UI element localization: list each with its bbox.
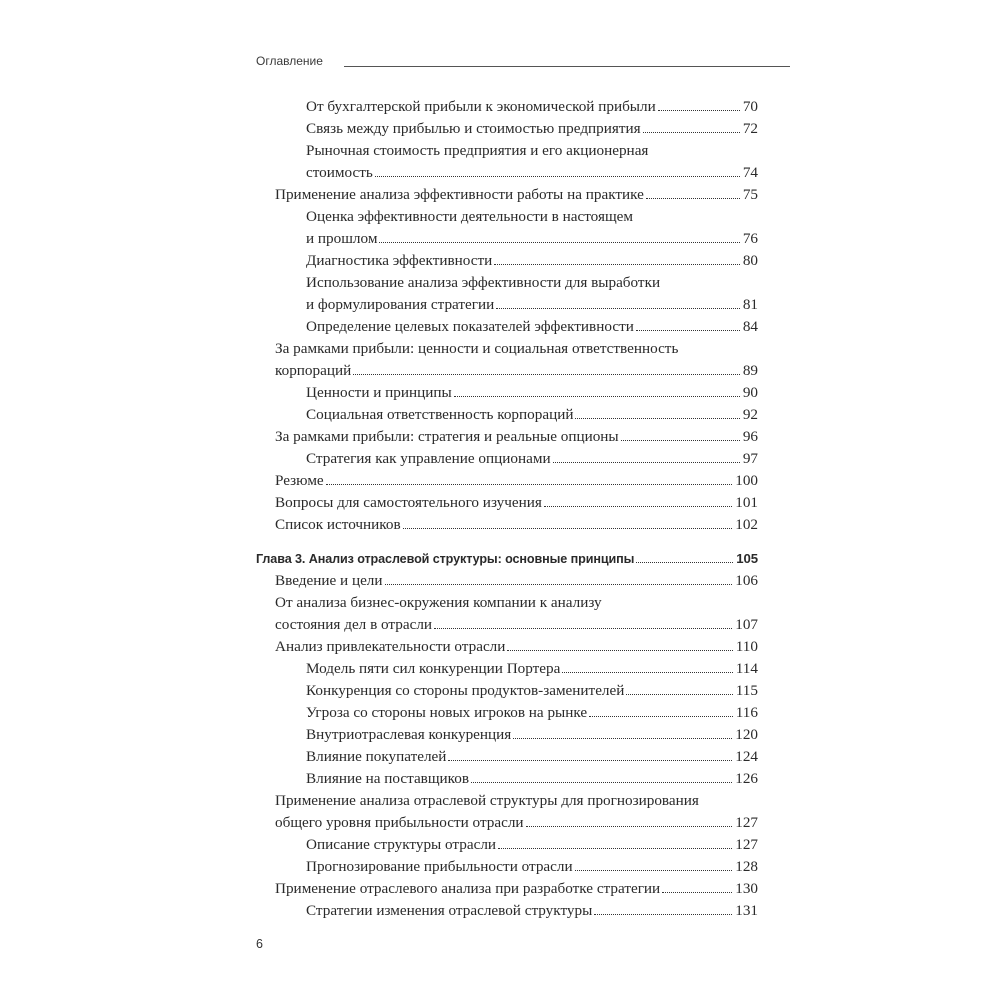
toc-entry[interactable] (256, 382, 758, 404)
toc-entry-title-line: Применение анализа отраслевой структуры для прогнозирования (275, 792, 699, 809)
toc-entry[interactable] (256, 900, 758, 922)
dot-leader (496, 308, 740, 309)
toc-entry-title: За рамками прибыли: стратегия и реальные опционы (275, 428, 619, 445)
toc-entry[interactable] (256, 746, 758, 768)
dot-leader (434, 628, 732, 629)
toc-entry-page: 102 (735, 516, 758, 533)
toc-entry-title: общего уровня прибыльности отрасли (275, 814, 524, 831)
toc-entry[interactable] (256, 658, 758, 680)
dot-leader (594, 914, 732, 915)
dot-leader (494, 264, 740, 265)
toc-entry-title: От бухгалтерской прибыли к экономической прибыли (306, 98, 656, 115)
dot-leader (589, 716, 733, 717)
toc-entry-page: 116 (735, 704, 758, 721)
toc-entry[interactable] (256, 768, 758, 790)
toc-entry[interactable] (256, 856, 758, 878)
toc-entry-title: Внутриотраслевая конкуренция (306, 726, 512, 743)
toc-entry-title: Стратегия как управление опционами (306, 450, 551, 467)
dot-leader (658, 110, 740, 111)
toc-entry-page: 92 (742, 406, 758, 423)
toc-entry-title: Анализ привлекательности отрасли (275, 638, 506, 655)
toc-entry[interactable] (256, 514, 758, 536)
toc-entry-title: Угроза со стороны новых игроков на рынке (306, 704, 588, 721)
toc-entry-title: Резюме (275, 472, 324, 489)
toc-entry[interactable] (256, 570, 758, 592)
toc-entry-title: Применение анализа эффективности работы на практике (275, 186, 644, 203)
toc-entry-title: состояния дел в отрасли (275, 616, 433, 633)
toc-entry-page: 96 (742, 428, 758, 445)
toc-entry-page: 100 (735, 472, 758, 489)
dot-leader (636, 330, 740, 331)
toc-entry-page: 131 (735, 902, 758, 919)
toc-entry-page: 105 (736, 551, 758, 566)
toc-entry-title-line: Использование анализа эффективности для выработки (306, 274, 661, 291)
toc-entry-title-line: От анализа бизнес-окружения компании к анализу (275, 594, 602, 611)
dot-leader (403, 528, 733, 529)
toc-entry-title: Модель пяти сил конкуренции Портера (306, 660, 561, 677)
dot-leader (562, 672, 732, 673)
toc-entry-page: 75 (742, 186, 758, 203)
toc-entry-page: 127 (735, 836, 758, 853)
toc-chapter-entry[interactable] (256, 548, 758, 570)
dot-leader (662, 892, 732, 893)
toc-entry[interactable] (256, 140, 758, 184)
toc-entry[interactable] (256, 878, 758, 900)
toc-entry-page: 126 (735, 770, 758, 787)
toc-entry-title: и формулирования стратегии (306, 296, 495, 313)
toc-entry-title: Ценности и принципы (306, 384, 452, 401)
dot-leader (526, 826, 733, 827)
toc-entry-title: Диагностика эффективности (306, 252, 493, 269)
toc-entry-page: 81 (742, 296, 758, 313)
dot-leader (379, 242, 739, 243)
toc-entry-page: 110 (735, 638, 758, 655)
table-of-contents (256, 96, 758, 922)
toc-entry-title: Социальная ответственность корпораций (306, 406, 574, 423)
dot-leader (498, 848, 732, 849)
toc-entry-title: Влияние покупателей (306, 748, 447, 765)
dot-leader (621, 440, 740, 441)
toc-entry-page: 127 (735, 814, 758, 831)
toc-entry-page: 120 (735, 726, 758, 743)
toc-entry-page: 80 (742, 252, 758, 269)
toc-entry-title: Связь между прибылью и стоимостью предприятия (306, 120, 641, 137)
dot-leader (636, 562, 733, 563)
dot-leader (454, 396, 740, 397)
toc-entry-title: стоимость (306, 164, 373, 181)
toc-entry-title: Список источников (275, 516, 401, 533)
toc-entry[interactable] (256, 492, 758, 514)
toc-entry[interactable] (256, 316, 758, 338)
toc-entry-page: 74 (742, 164, 758, 181)
toc-entry-page: 70 (742, 98, 758, 115)
toc-entry-page: 101 (735, 494, 758, 511)
dot-leader (646, 198, 740, 199)
dot-leader (513, 738, 732, 739)
dot-leader (626, 694, 732, 695)
dot-leader (375, 176, 740, 177)
running-header-title: Оглавление (256, 54, 323, 68)
toc-entry[interactable] (256, 680, 758, 702)
toc-entry[interactable] (256, 790, 758, 834)
toc-entry-title-line: За рамками прибыли: ценности и социальная ответственность (275, 340, 679, 357)
dot-leader (507, 650, 732, 651)
dot-leader (471, 782, 732, 783)
toc-entry[interactable] (256, 834, 758, 856)
toc-entry-title: Прогнозирование прибыльности отрасли (306, 858, 573, 875)
toc-entry[interactable] (256, 96, 758, 118)
toc-entry-page: 90 (742, 384, 758, 401)
dot-leader (544, 506, 732, 507)
toc-entry-page: 89 (742, 362, 758, 379)
dot-leader (553, 462, 740, 463)
dot-leader (353, 374, 740, 375)
toc-entry[interactable] (256, 338, 758, 382)
toc-entry-title: Конкуренция со стороны продуктов-заменителей (306, 682, 625, 699)
toc-entry[interactable] (256, 184, 758, 206)
toc-entry-title: Применение отраслевого анализа при разработке стратегии (275, 880, 661, 897)
toc-entry[interactable] (256, 206, 758, 250)
toc-entry[interactable] (256, 702, 758, 724)
toc-entry[interactable] (256, 426, 758, 448)
toc-entry-page: 128 (735, 858, 758, 875)
toc-entry-page: 114 (735, 660, 758, 677)
toc-entry[interactable] (256, 118, 758, 140)
dot-leader (575, 870, 733, 871)
page-number: 6 (256, 937, 263, 951)
toc-entry[interactable] (256, 272, 758, 316)
dot-leader (326, 484, 733, 485)
toc-entry[interactable] (256, 724, 758, 746)
toc-entry-title: Влияние на поставщиков (306, 770, 470, 787)
toc-entry-page: 72 (742, 120, 758, 137)
toc-entry[interactable] (256, 636, 758, 658)
toc-entry[interactable] (256, 592, 758, 636)
running-header (256, 52, 790, 72)
toc-entry[interactable] (256, 250, 758, 272)
toc-entry[interactable] (256, 404, 758, 426)
dot-leader (575, 418, 739, 419)
toc-entry-title: Глава 3. Анализ отраслевой структуры: основные принципы (256, 552, 635, 566)
toc-entry-title: Определение целевых показателей эффективности (306, 318, 634, 335)
toc-entry-page: 106 (735, 572, 758, 589)
toc-entry-page: 124 (735, 748, 758, 765)
dot-leader (448, 760, 732, 761)
toc-entry-page: 115 (735, 682, 758, 699)
toc-entry-title-line: Рыночная стоимость предприятия и его акционерная (306, 142, 649, 159)
header-rule (344, 66, 790, 67)
dot-leader (643, 132, 740, 133)
toc-entry-page: 84 (742, 318, 758, 335)
toc-entry-page: 97 (742, 450, 758, 467)
toc-entry-page: 76 (742, 230, 758, 247)
toc-entry-title: и прошлом (306, 230, 378, 247)
toc-entry-title: Введение и цели (275, 572, 383, 589)
toc-entry-title: Описание структуры отрасли (306, 836, 497, 853)
toc-entry-page: 107 (735, 616, 758, 633)
toc-entry-title: корпораций (275, 362, 352, 379)
toc-entry-title: Стратегии изменения отраслевой структуры (306, 902, 593, 919)
toc-entry[interactable] (256, 448, 758, 470)
toc-entry-page: 130 (735, 880, 758, 897)
toc-entry[interactable] (256, 470, 758, 492)
dot-leader (385, 584, 733, 585)
toc-entry-title: Вопросы для самостоятельного изучения (275, 494, 542, 511)
toc-entry-title-line: Оценка эффективности деятельности в настоящем (306, 208, 634, 225)
